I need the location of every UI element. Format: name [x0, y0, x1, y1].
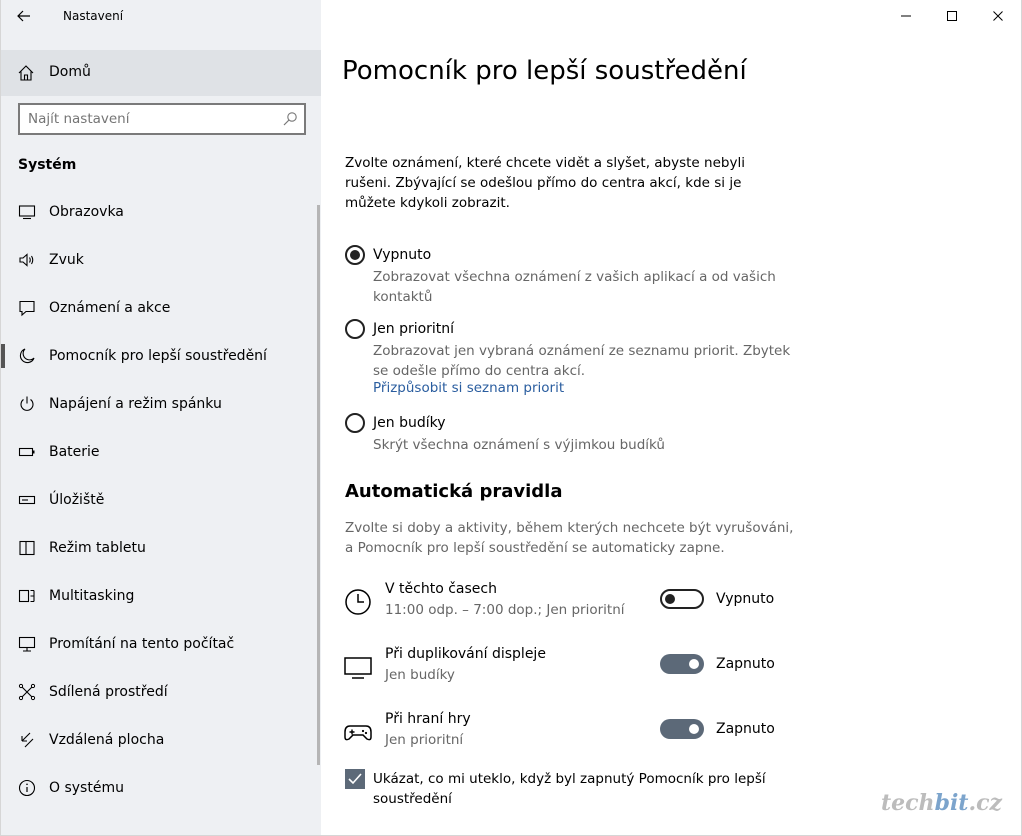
storage-icon [18, 491, 36, 509]
option-label: Vypnuto [373, 247, 432, 263]
back-button[interactable] [1, 0, 47, 32]
sidebar-item-label: Oznámení a akce [49, 300, 171, 316]
maximize-icon [946, 10, 958, 22]
sidebar-item-label: Obrazovka [49, 204, 124, 220]
power-icon [18, 395, 36, 413]
page-title: Pomocník pro lepší soustředění [342, 56, 747, 86]
toggle-state: Vypnuto [716, 591, 775, 607]
checkbox-label: Ukázat, co mi uteklo, když byl zapnutý Pomocník pro lepší soustředění [373, 771, 766, 807]
intro-text: Zvolte oznámení, které chcete vidět a slyšet, abyste nebyli rušeni. Zbývající se odešlou přímo do centra akcí, kde si je můžete kdykoli zobrazit. [345, 155, 745, 211]
search-box[interactable] [18, 103, 306, 135]
watermark-part: .cz [968, 790, 1003, 816]
info-icon [18, 779, 36, 797]
priority-list-link[interactable]: Přizpůsobit si seznam priorit [373, 380, 565, 396]
search-input[interactable] [28, 110, 268, 128]
toggle-time[interactable] [660, 589, 704, 609]
sidebar-item-o-systemu[interactable] [1, 764, 322, 812]
sidebar-item-obrazovka[interactable] [1, 188, 322, 236]
display-icon [18, 203, 36, 221]
sidebar-item-zvuk[interactable] [1, 236, 322, 284]
titlebar-left [1, 0, 322, 32]
speaker-icon [18, 251, 36, 269]
rule-name: Při hraní hry [385, 711, 471, 727]
summary-checkbox[interactable] [345, 769, 365, 789]
auto-rules-title: Automatická pravidla [345, 481, 563, 502]
multitasking-icon [18, 587, 36, 605]
moon-icon [18, 347, 36, 365]
sidebar-item-label: Pomocník pro lepší soustředění [49, 348, 267, 364]
back-arrow-icon [17, 10, 31, 22]
option-label: Jen budíky [373, 415, 446, 431]
sidebar-item-label: Zvuk [49, 252, 84, 268]
sidebar-item-sdilena[interactable] [1, 668, 322, 716]
close-button[interactable] [975, 0, 1021, 32]
toggle-state: Zapnuto [716, 721, 775, 737]
rule-sub: Jen budíky [385, 667, 455, 683]
sidebar-item-label: Multitasking [49, 588, 135, 604]
minimize-button[interactable] [883, 0, 929, 32]
radio-jen-prioritni[interactable] [345, 319, 365, 339]
notification-icon [18, 299, 36, 317]
watermark-part: tech [881, 790, 935, 816]
radio-vypnuto[interactable] [345, 245, 365, 265]
clock-icon [343, 587, 373, 617]
sidebar-item-label: Sdílená prostředí [49, 684, 168, 700]
watermark-logo [881, 790, 1002, 816]
main-content [321, 0, 1022, 836]
rule-name: Při duplikování displeje [385, 646, 546, 662]
rule-name: V těchto časech [385, 581, 497, 597]
sidebar-item-label: O systému [49, 780, 124, 796]
shared-icon [18, 683, 36, 701]
rule-sub: Jen prioritní [385, 732, 464, 748]
home-icon [17, 64, 35, 82]
sidebar-item-oznameni[interactable] [1, 284, 322, 332]
sidebar-item-baterie[interactable] [1, 428, 322, 476]
minimize-icon [900, 10, 912, 22]
rule-gaming[interactable] [343, 711, 803, 763]
sidebar [0, 0, 321, 836]
rule-sub: 11:00 odp. – 7:00 dop.; Jen prioritní [385, 602, 625, 618]
home-button[interactable] [1, 50, 322, 96]
gamepad-icon [343, 717, 373, 747]
option-desc: Zobrazovat jen vybraná oznámení ze seznamu priorit. Zbytek se odešle přímo do centra akcí. [373, 343, 791, 379]
sidebar-item-label: Úložiště [49, 492, 105, 508]
sidebar-item-uloziste[interactable] [1, 476, 322, 524]
option-label: Jen prioritní [373, 321, 455, 337]
option-desc: Skrýt všechna oznámení s výjimkou budíků [373, 437, 665, 453]
sidebar-item-promitani[interactable] [1, 620, 322, 668]
remote-desktop-icon [18, 731, 36, 749]
rule-duplicate-display[interactable] [343, 646, 803, 698]
sidebar-item-napajeni[interactable] [1, 380, 322, 428]
battery-icon [18, 443, 36, 461]
toggle-duplicate-display[interactable] [660, 654, 704, 674]
sidebar-item-label: Vzdálená plocha [49, 732, 165, 748]
radio-jen-budiky[interactable] [345, 413, 365, 433]
sidebar-item-vzdalena-plocha[interactable] [1, 716, 322, 764]
maximize-button[interactable] [929, 0, 975, 32]
tablet-icon [18, 539, 36, 557]
sidebar-item-label: Baterie [49, 444, 100, 460]
toggle-gaming[interactable] [660, 719, 704, 739]
monitor-icon [343, 652, 373, 682]
search-icon[interactable] [282, 111, 298, 127]
sidebar-item-label: Režim tabletu [49, 540, 146, 556]
close-icon [992, 10, 1004, 22]
watermark-part: bit [934, 790, 969, 816]
checkmark-icon [345, 769, 365, 789]
sidebar-scrollbar[interactable] [317, 205, 320, 765]
rule-time[interactable] [343, 581, 803, 633]
sidebar-nav [1, 188, 322, 812]
option-desc: Zobrazovat všechna oznámení z vašich aplikací a od vašich kontaktů [373, 269, 776, 305]
auto-rules-desc: Zvolte si doby a aktivity, během kterých nechcete být vyrušováni, a Pomocník pro lepší soustředění se automaticky zapne. [345, 520, 794, 556]
app-title: Nastavení [63, 9, 124, 23]
toggle-state: Zapnuto [716, 656, 775, 672]
sidebar-item-label: Napájení a režim spánku [49, 396, 222, 412]
sidebar-item-multitasking[interactable] [1, 572, 322, 620]
sidebar-item-focus-assist[interactable] [1, 332, 322, 380]
sidebar-item-rezim-tabletu[interactable] [1, 524, 322, 572]
project-icon [18, 635, 36, 653]
home-label: Domů [49, 64, 91, 80]
sidebar-item-label: Promítání na tento počítač [49, 636, 235, 652]
section-title: Systém [18, 157, 77, 173]
